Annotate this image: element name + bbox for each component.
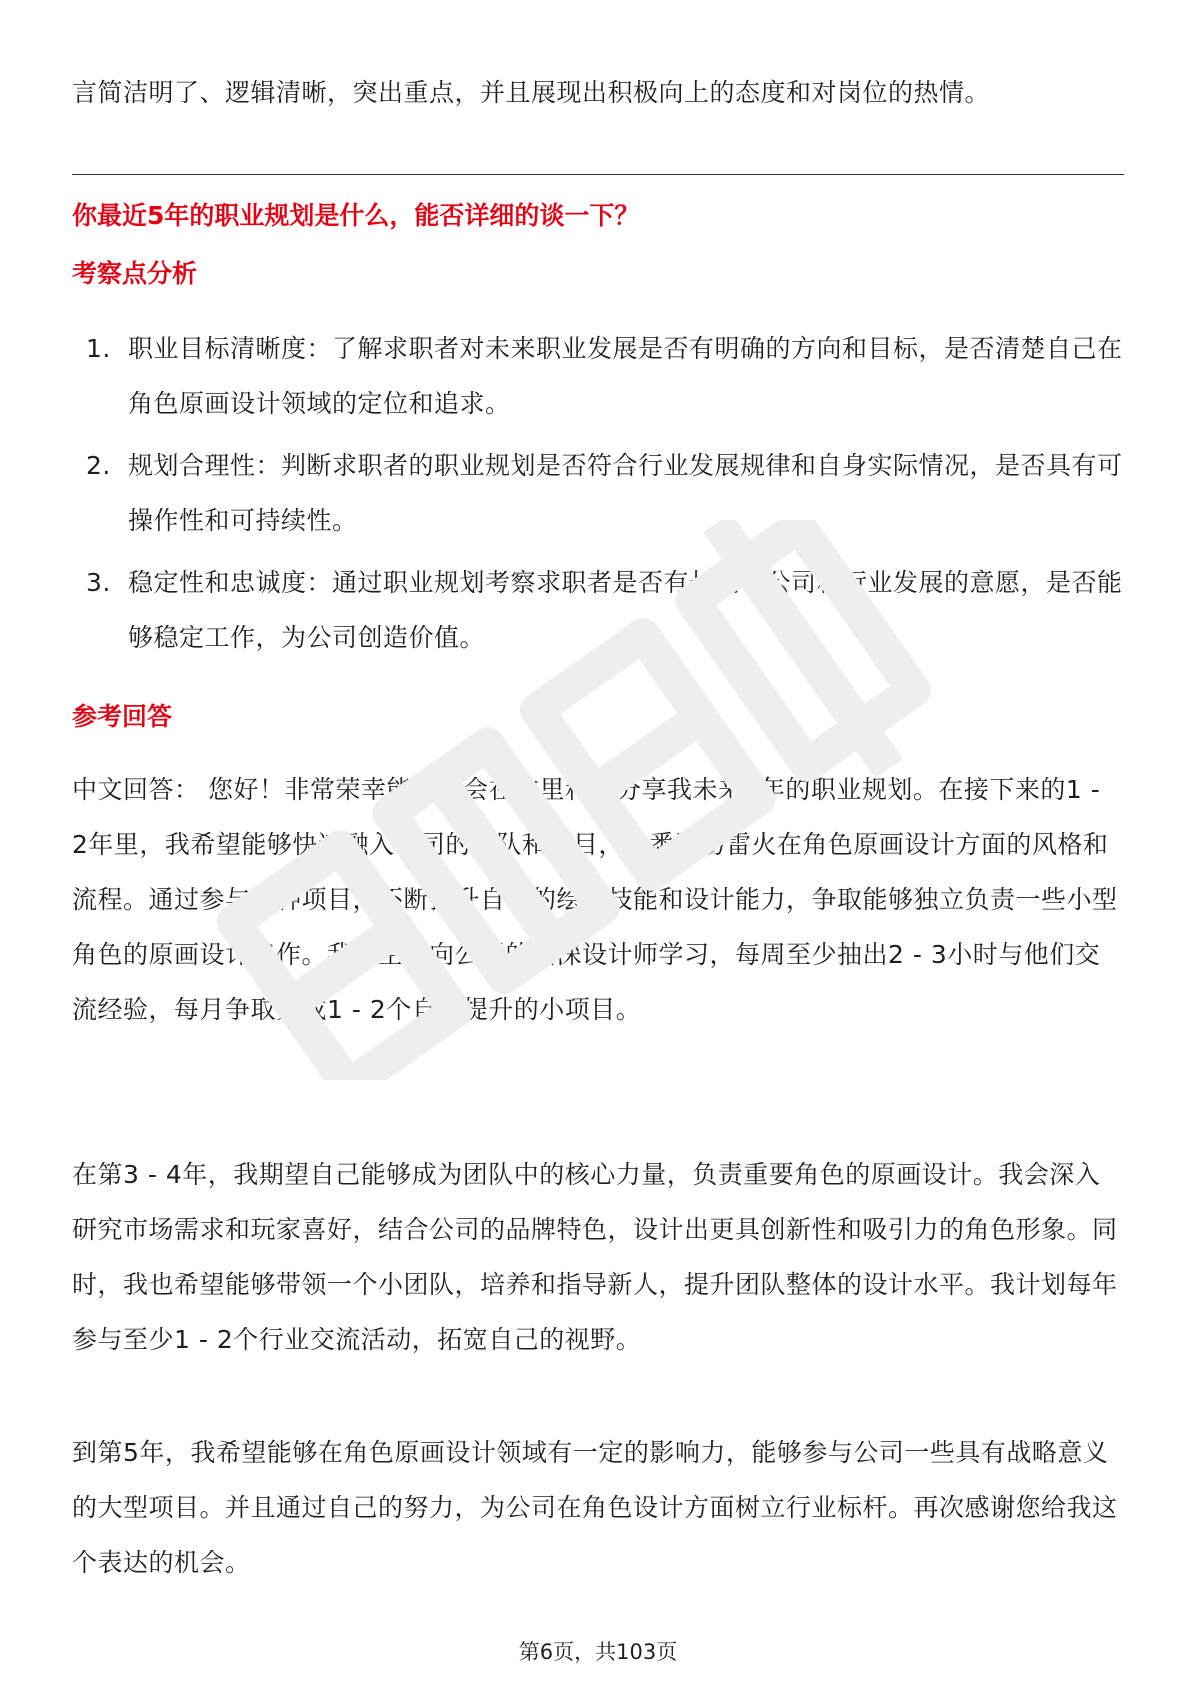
analysis-point bbox=[72, 555, 1124, 665]
answer-heading: 参考回答 bbox=[72, 702, 173, 731]
answer-paragraph: 中文回答： 您好！非常荣幸能有机会在这里和您分享我未来5年的职业规划。在接下来的1 - 2年里，我希望能够快速融入公司的团队和项目，熟悉网易雷火在角色原画设计方面的风格和流程。通过参与各种项目，不断提升自己的绘画技能和设计能力，争取能够独立负责一些小型角色的原画设计工作。我会主动向公司的资深设计师学习，每周至少抽出2 - 3小时与他们交流经验，每月争取完成1 - 2个自我提升的小项目。 bbox=[72, 775, 1118, 1024]
section-divider bbox=[72, 174, 1124, 175]
answer-paragraph: 在第3 - 4年，我期望自己能够成为团队中的核心力量，负责重要角色的原画设计。我会深入研究市场需求和玩家喜好，结合公司的品牌特色，设计出更具创新性和吸引力的角色形象。同时，我也希望能够带领一个小团队，培养和指导新人，提升团队整体的设计水平。我计划每年参与至少1 - 2个行业交流活动，拓宽自己的视野。 bbox=[72, 1160, 1118, 1354]
question-title: 你最近5年的职业规划是什么，能否详细的谈一下？ bbox=[72, 201, 640, 230]
analysis-points-list bbox=[72, 321, 1124, 672]
answer-paragraph: 到第5年，我希望能够在角色原画设计领域有一定的影响力，能够参与公司一些具有战略意义的大型项目。并且通过自己的努力，为公司在角色设计方面树立行业标杆。再次感谢您给我这个表达的机会。 bbox=[72, 1438, 1118, 1577]
point-number: 1. bbox=[86, 334, 111, 363]
point-text: 稳定性和忠诚度：通过职业规划考察求职者是否有长期在公司和行业发展的意愿，是否能够稳定工作，为公司创造价值。 bbox=[128, 568, 1123, 652]
point-text: 职业目标清晰度：了解求职者对未来职业发展是否有明确的方向和目标，是否清楚自己在角色原画设计领域的定位和追求。 bbox=[128, 334, 1123, 418]
point-number: 2. bbox=[86, 451, 111, 480]
page-footer: 第6页，共103页 bbox=[518, 1640, 678, 1664]
intro-tail-paragraph: 言简洁明了、逻辑清晰，突出重点，并且展现出积极向上的态度和对岗位的热情。 bbox=[72, 78, 991, 107]
document-page bbox=[72, 0, 1124, 1684]
point-text: 规划合理性：判断求职者的职业规划是否符合行业发展规律和自身实际情况，是否具有可操作性和可持续性。 bbox=[128, 451, 1123, 535]
analysis-point bbox=[72, 438, 1124, 548]
analysis-point bbox=[72, 321, 1124, 431]
point-number: 3. bbox=[86, 568, 111, 597]
analysis-heading: 考察点分析 bbox=[72, 259, 198, 288]
